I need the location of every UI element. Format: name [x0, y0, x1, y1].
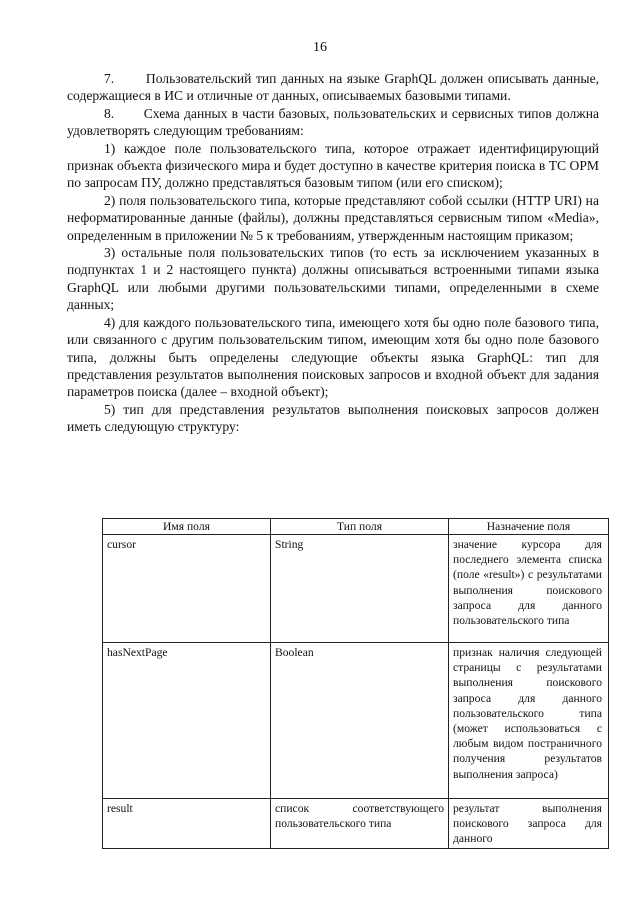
- field-type-cell: String: [271, 535, 449, 643]
- field-purpose-cell: значение курсора для последнего элемента списка (поле «result») с результатами выполнения поискового запроса для данного пользовательского типа: [449, 535, 609, 643]
- field-name-cell: result: [103, 799, 271, 849]
- subitem-2: 2) поля пользовательского типа, которые представляют собой ссылки (HTTP URI) на неформатированные данные (файлы), должны представляться сервисным типом «Media», определенным в приложении № 5 к требованиям, утвержденным настоящим приказом;: [67, 192, 599, 243]
- field-type-cell: Boolean: [271, 643, 449, 799]
- paragraph-7: 7. Пользовательский тип данных на языке GraphQL должен описывать данные, содержащиеся в ИС и отличные от данных, описываемых базовыми типами.: [67, 71, 599, 104]
- table-row: [103, 799, 609, 849]
- field-name-cell: cursor: [103, 535, 271, 643]
- page-number: 16: [313, 40, 327, 55]
- table-header-row: [103, 519, 609, 535]
- header-field-name: Имя поля: [103, 519, 271, 535]
- table-row: [103, 535, 609, 643]
- result-structure-table: [102, 518, 609, 849]
- subitem-1: 1) каждое поле пользовательского типа, которое отражает идентифицирующий признак объекта физического мира и будет доступно в качестве критерия поиска в ТС ОРМ по запросам ПУ, должно представляться базовым типом (или его списком);: [67, 140, 599, 191]
- subitem-5: 5) тип для представления результатов выполнения поисковых запросов должен иметь следующую структуру:: [67, 401, 599, 435]
- table-row: [103, 643, 609, 799]
- header-field-purpose: Назначение поля: [449, 519, 609, 535]
- field-type-cell: список соответствующего пользовательского типа: [271, 799, 449, 849]
- document-body: [67, 70, 599, 436]
- subitem-4: 4) для каждого пользовательского типа, имеющего хотя бы одно поле базового типа, или связанного с другим пользовательским типом, имеющим хотя бы одно поле базового типа, должны быть определены следующие объекты языка GraphQL: тип для представления результатов выполнения поисковых запросов и входной объект для задания параметров поиска (далее – входной объект);: [67, 314, 599, 400]
- field-purpose-cell: признак наличия следующей страницы с результатами выполнения поискового запроса для данного пользовательского типа (может использоваться с любым видом постраничного получения результатов выполнения запроса): [449, 643, 609, 799]
- header-field-type: Тип поля: [271, 519, 449, 535]
- subitem-3: 3) остальные поля пользовательских типов (то есть за исключением указанных в подпунктах 1 и 2 настоящего пункта) должны описываться встроенными типами языка GraphQL или любыми другими пользовательскими типами, определенными в схеме данных;: [67, 245, 599, 313]
- paragraph-8: 8. Схема данных в части базовых, пользовательских и сервисных типов должна удовлетворять следующим требованиям:: [67, 105, 599, 139]
- field-purpose-cell: результат выполнения поискового запроса для данного: [449, 799, 609, 849]
- field-name-cell: hasNextPage: [103, 643, 271, 799]
